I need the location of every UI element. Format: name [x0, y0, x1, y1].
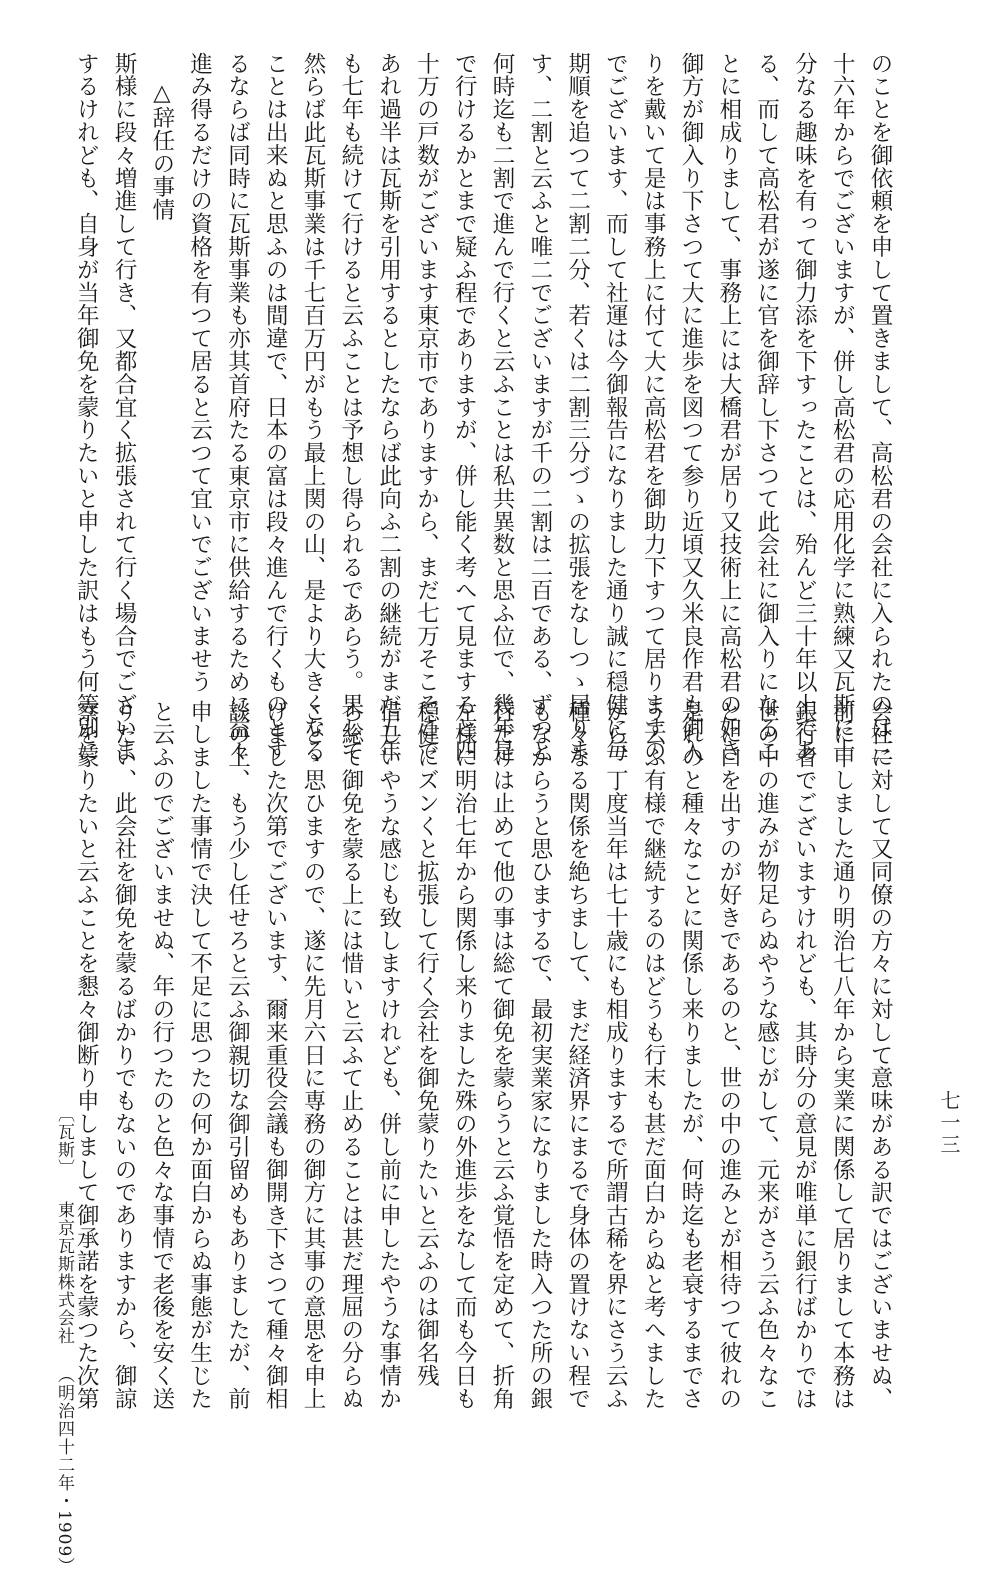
text-column: る、而して高松君が遂に官を御辞し下さつて此会社に御入りになるこ — [753, 52, 780, 762]
text-column: で行けるかとまで疑ふ程でありますが、併し能く考へて見ますると四 — [451, 52, 478, 762]
text-column: す、二割と云ふと唯二でございますが千の二割は二百である、ずつと — [526, 52, 553, 762]
text-column: 左様に明治七年から関係し来りました殊の外進歩をなして而も今日も — [451, 700, 478, 1410]
text-column: 行だけは止めて他の事は総て御免を蒙らうと云ふ覚悟を定めて、折角 — [489, 700, 516, 1410]
section-heading: △辞任の事情 — [148, 80, 175, 221]
text-column: 惜しいやうな感じも致しますけれども、併し前に申したやうな事情か — [375, 700, 402, 1410]
text-column: ら総て御免を蒙る上には惜いと云ふて止めることは甚だ理屈の分らぬ — [337, 700, 364, 1410]
lower-text-block — [73, 700, 898, 1410]
text-column: 斯様に段々増進して行き、又都合宜く拡張されて行く場合でございま — [111, 52, 138, 762]
text-column: 期順を追つて二割二分、若くは二割三分づゝの拡張をなしつゝ居りま — [564, 52, 591, 762]
text-column: 穏健にズンくと拡張して行く会社を御免蒙りたいと云ふのは御名残 — [413, 700, 440, 1387]
text-column: 会社に対して又同僚の方々に対して意味がある訳ではございませぬ、 — [867, 700, 893, 1410]
text-column: 申しました事情で決して不足に思つたの何か面白からぬ事態が生じた — [186, 700, 213, 1410]
text-column: 世の中の進みが物足らぬやうな感じがして、元来がさう云ふ色々なこ — [753, 700, 780, 1410]
text-column: あれ過半は瓦斯を引用するとしたならば此向ふ二割の継続がまだ五年 — [375, 52, 402, 762]
text-column: げました次第でございます、爾来重役会議も御開き下さつて種々御相 — [262, 700, 289, 1410]
text-column: 察を蒙りたいと云ふことを懇々御断り申しまして御承諾を蒙つた次第 — [73, 700, 100, 1410]
text-column: るならば同時に瓦斯事業も亦其首府たる東京市に供給するために益々 — [224, 52, 251, 762]
footer-date: （明治四十二年・1909） — [54, 1365, 74, 1575]
text-column: 何時迄も二割で進んで行くと云ふことは私共異数と思ふ位で、幾年是 — [489, 52, 516, 762]
text-column: 前に申しました通り明治七八年から実業に関係して居りまして本務は — [829, 700, 856, 1410]
running-footer — [54, 1105, 74, 1575]
text-column: とに相成りまして、事務上には大橋君が居り又技術上に高松君の如き — [715, 52, 742, 762]
text-column: 御方が御入り下さつて大に進歩を図つて参り近頃又久米良作君も御入 — [678, 52, 705, 762]
text-column: りたい、此会社を御免を蒙るばかりでもないのでありますから、御諒 — [111, 700, 138, 1410]
page-number: 七一三 — [937, 1090, 961, 1156]
footer-company: 東京瓦斯株式会社 — [54, 1201, 74, 1346]
text-column: 然らば此瓦斯事業は千七百万円がもう最上関の山、是より大きくなる — [300, 52, 327, 762]
text-column: りを戴いて是は事務上に付て大に高松君を御助力下すつて居りますの — [640, 52, 667, 762]
text-column: と云ふのでございませぬ、年の行つたのと色々な事情で老後を安く送 — [148, 700, 175, 1410]
footer-category: 〔瓦斯〕 — [54, 1105, 74, 1177]
text-column: 十六年からでございますが、併し高松君の応用化学に熟練又瓦斯に十 — [829, 52, 856, 762]
text-column: から、丁度当年は七十歳にも相成りまするで所謂古稀を界にさう云ふ — [602, 700, 629, 1410]
text-column: 種々なる関係を絶ちまして、まだ経済界にまるで身体の置けない程で — [564, 700, 591, 1410]
text-column: でございます、而して社運は今御報告になりました通り誠に穏健に毎 — [602, 52, 629, 762]
text-column: ことは出来ぬと思ふのは間違で、日本の富は段々進んで行くものとす — [262, 52, 289, 762]
text-column: もなからうと思ひまするで、最初実業家になりました時入つた所の銀 — [526, 700, 553, 1410]
text-column: 進み得るだけの資格を有つて居ると云つて宜いでございませう — [186, 52, 213, 694]
text-column: 銀行者でございますけれども、其時分の意見が唯単に銀行ばかりでは — [791, 700, 818, 1410]
upper-text-block — [73, 52, 898, 762]
text-column: も七年も続けて行けると云ふことは予想し得られるであらう。果して — [337, 52, 364, 762]
text-column: う云ふ有様で継続するのはどうも行末も甚だ面白からぬと考へました — [640, 700, 667, 1410]
text-column: するけれども、自身が当年御免を蒙りたいと申した訳はもう何等別に — [73, 52, 100, 762]
text-column: ことゝ思ひますので、遂に先月六日に専務の御方に其事の意思を申上 — [300, 700, 327, 1410]
text-column: のことを御依頼を申して置きまして、高松君の会社に入られたのは三 — [867, 52, 893, 762]
text-column: とに口を出すのが好きであるのと、世の中の進みとが相待つて彼れの — [715, 700, 742, 1410]
text-column: 是れのと種々なことに関係し来りましたが、何時迄も老衰するまでさ — [678, 700, 705, 1410]
text-column: 十万の戸数がございます東京市でありますから、まだ七万そこそこで — [413, 52, 440, 762]
text-column: 分なる趣味を有って御力添を下すったことは、殆んど三十年以上であ — [791, 52, 818, 762]
text-column: 談の上、もう少し任せろと云ふ御親切な御引留めもありましたが、前 — [224, 700, 251, 1410]
